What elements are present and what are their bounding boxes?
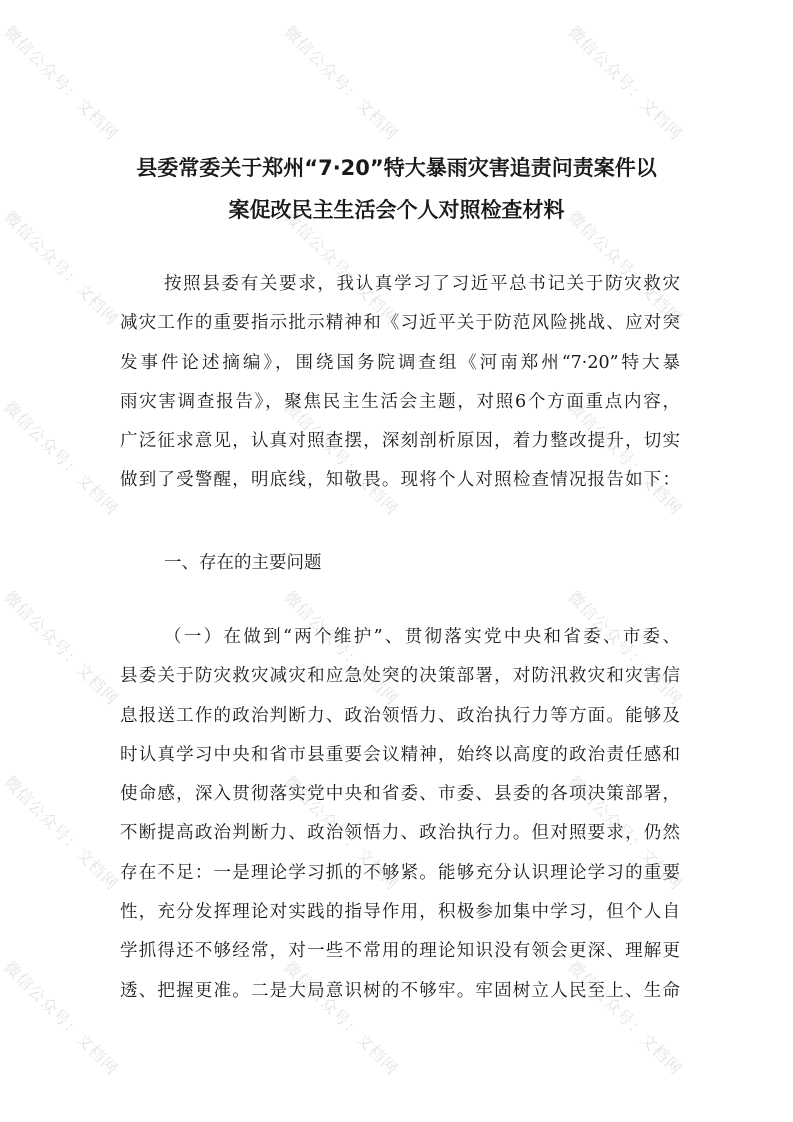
- watermark: 微信公众号：文档网: [564, 397, 687, 519]
- section-line: 不断提高政治判断力、政治领悟力、政治执行力。但对照要求，仍然: [120, 823, 680, 844]
- watermark: 微信公众号：文档网: [564, 22, 687, 144]
- watermark: 微信公众号：文档网: [280, 207, 403, 329]
- watermark: 微信公众号：文档网: [564, 587, 687, 709]
- watermark: 微信公众号：文档网: [564, 772, 687, 894]
- watermark: 微信公众号：文档网: [0, 772, 123, 894]
- section-line: 学抓得还不够经常，对一些不常用的理论知识没有领会更深、理解更: [120, 941, 680, 962]
- watermark: 微信公众号：文档网: [280, 957, 403, 1079]
- intro-line: 减灾工作的重要指示批示精神和《习近平关于防范风险挑战、应对突: [120, 313, 680, 334]
- watermark: 微信公众号：文档网: [280, 22, 403, 144]
- watermark: 微信公众号：文档网: [280, 397, 403, 519]
- section-line: 息报送工作的政治判断力、政治领悟力、政治执行力等方面。能够及: [120, 705, 680, 726]
- intro-line: 雨灾害调查报告》，聚焦民主生活会主题，对照6个方面重点内容，: [120, 391, 680, 412]
- section-line: 时认真学习中央和省市县重要会议精神，始终以高度的政治责任感和: [120, 744, 680, 765]
- section-line: 使命感，深入贯彻落实党中央和省委、市委、县委的各项决策部署，: [120, 784, 680, 805]
- watermark: 微信公众号：文档网: [0, 397, 123, 519]
- watermark: 微信公众号：文档网: [564, 207, 687, 329]
- watermark: 微信公众号：文档网: [0, 957, 123, 1079]
- section-1-paragraph: [120, 618, 680, 1011]
- intro-line: 发事件论述摘编》，围绕国务院调查组《河南郑州“7·20”特大暴: [120, 352, 680, 373]
- watermark: 微信公众号：文档网: [280, 587, 403, 709]
- watermark: 微信公众号：文档网: [0, 22, 123, 144]
- section-line: 存在不足：一是理论学习抓的不够紧。能够充分认识理论学习的重要: [120, 862, 680, 883]
- intro-line: 广泛征求意见，认真对照查摆，深刻剖析原因，着力整改提升，切实: [120, 431, 680, 452]
- document-title-line-2: 案促改民主生活会个人对照检查材料: [228, 198, 565, 222]
- section-line: （一）在做到“两个维护”、贯彻落实党中央和省委、市委、: [164, 627, 680, 647]
- watermark: 微信公众号：文档网: [0, 587, 123, 709]
- section-line: 性，充分发挥理论对实践的指导作用，积极参加集中学习，但个人自: [120, 902, 680, 923]
- section-line: 县委关于防灾救灾减灾和应急处突的决策部署，对防汛救灾和灾害信: [120, 666, 680, 687]
- watermark: 微信公众号：文档网: [0, 207, 123, 329]
- section-line: 透、把握更准。二是大局意识树的不够牢。牢固树立人民至上、生命: [120, 980, 680, 1001]
- intro-paragraph: [120, 265, 680, 501]
- intro-line: 做到了受警醒，明底线，知敬畏。现将个人对照检查情况报告如下：: [120, 470, 680, 491]
- watermark: 微信公众号：文档网: [280, 772, 403, 894]
- section-heading: 一、存在的主要问题: [164, 553, 322, 573]
- document-title-line-1: 县委常委关于郑州“7·20”特大暴雨灾害追责问责案件以: [136, 156, 657, 180]
- watermark: 微信公众号：文档网: [564, 957, 687, 1079]
- intro-line: 按照县委有关要求，我认真学习了习近平总书记关于防灾救灾: [164, 274, 680, 294]
